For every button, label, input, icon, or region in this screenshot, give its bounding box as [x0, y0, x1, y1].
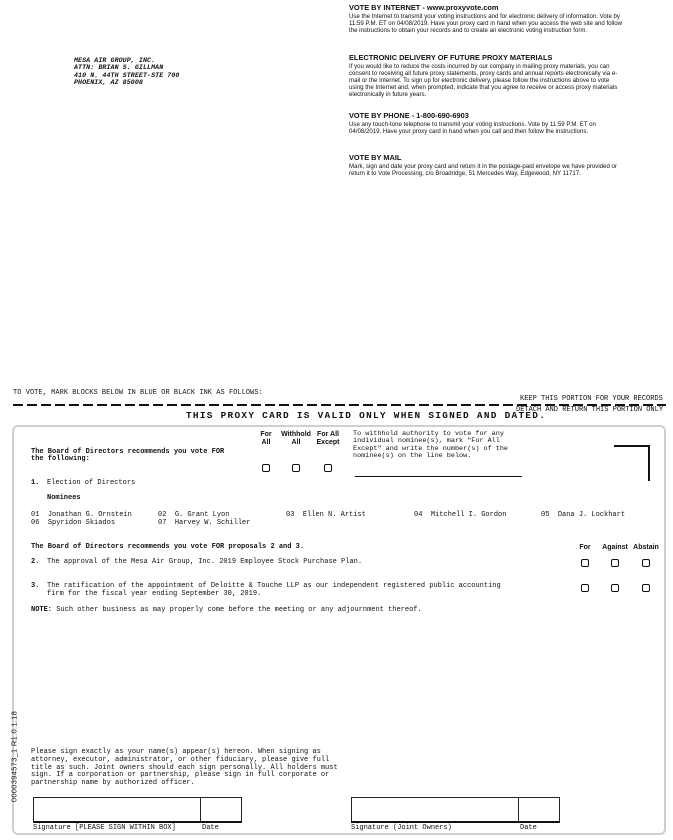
- item-3-number: 3.: [31, 582, 40, 590]
- vote-internet-title: VOTE BY INTERNET - www.proxyvote.com: [349, 3, 499, 12]
- vote-by-phone-section: [349, 111, 624, 135]
- vote-phone-body: Use any touch-tone telephone to transmit your voting instructions. Vote by 11:59 P.M. ET on 04/08/2019. Have your proxy card in hand when you call and then follow the instructions.: [349, 121, 596, 136]
- return-address: [74, 57, 179, 87]
- signature-box[interactable]: [33, 797, 201, 823]
- col-against-header: Against: [602, 544, 628, 551]
- document-control-code: 0000394573_1 R1.0.1.18: [9, 710, 19, 803]
- col-for-header: For: [579, 544, 591, 551]
- for-all-checkbox[interactable]: [262, 464, 270, 472]
- col-withhold-all-header: Withhold All: [281, 431, 311, 446]
- item-1-label: Election of Directors: [47, 479, 136, 487]
- col-abstain-header: Abstain: [633, 544, 659, 551]
- for-all-except-checkbox[interactable]: [324, 464, 332, 472]
- proxy-card: [9, 425, 666, 835]
- withhold-authority-instructions: To withhold authority to vote for any individual nominee(s), mark "For All Except" and write the number(s) of the nominee(s) on the line below.: [353, 430, 508, 461]
- registration-corner-mark: [614, 445, 650, 481]
- valid-when-signed-heading: THIS PROXY CARD IS VALID ONLY WHEN SIGNED AND DATED.: [186, 410, 547, 421]
- item-2-against-checkbox[interactable]: [611, 559, 619, 567]
- joint-signature-label: Signature (Joint Owners): [351, 824, 452, 832]
- item-3-for-checkbox[interactable]: [581, 584, 589, 592]
- item-1-number: 1.: [31, 479, 40, 487]
- item-2-number: 2.: [31, 558, 40, 566]
- date-label: Date: [202, 824, 219, 832]
- board-recommends-line-2: the following:: [31, 455, 90, 463]
- col-for-all-except-header: For All Except: [316, 431, 340, 446]
- vote-phone-title: VOTE BY PHONE - 1-800-690-6903: [349, 111, 469, 120]
- nominees-heading: Nominees: [47, 494, 81, 502]
- detach-portion-label: DETACH AND RETURN THIS PORTION ONLY: [516, 406, 664, 414]
- joint-signature-box[interactable]: [351, 797, 519, 823]
- joint-date-box[interactable]: [518, 797, 560, 823]
- nominee-05: 05 Dana J. Lockhart: [541, 511, 626, 519]
- electronic-delivery-section: [349, 53, 624, 98]
- nominee-02: 02 G. Grant Lyon: [158, 511, 230, 519]
- col-for-all-header: For All: [260, 431, 272, 446]
- vote-by-internet-section: [349, 3, 624, 34]
- address-line-3: 410 N. 44TH STREET-STE 700: [74, 71, 180, 79]
- item-2-text: The approval of the Mesa Air Group, Inc. 2019 Employee Stock Purchase Plan.: [47, 558, 363, 566]
- date-box[interactable]: [200, 797, 242, 823]
- item-2-abstain-checkbox[interactable]: [642, 559, 650, 567]
- item-3-against-checkbox[interactable]: [611, 584, 619, 592]
- address-line-1: MESA AIR GROUP, INC.: [74, 57, 156, 64]
- item-3-abstain-checkbox[interactable]: [642, 584, 650, 592]
- electronic-delivery-body: If you would like to reduce the costs incurred by our company in mailing proxy materials, you can consent to receiving all future proxy statements, proxy cards and annual reports electronically via e-mail or the Internet. To sign up for electronic delivery, please follow the instructions above to vote using the Internet and, when prompted, indicate that you agree to receive or access proxy materials electronically in future years.: [349, 63, 618, 99]
- electronic-delivery-title: ELECTRONIC DELIVERY OF FUTURE PROXY MATERIALS: [349, 53, 553, 62]
- nominee-06: 06 Spyridon Skiados: [31, 519, 116, 527]
- note-text: Such other business as may properly come before the meeting or any adjournment thereof.: [56, 606, 422, 614]
- address-line-2: ATTN: BRIAN S. GILLMAN: [74, 64, 164, 72]
- address-line-4: PHOENIX, AZ 85008: [74, 79, 143, 87]
- to-vote-instruction: TO VOTE, MARK BLOCKS BELOW IN BLUE OR BLACK INK AS FOLLOWS:: [13, 389, 263, 397]
- nominee-03: 03 Ellen N. Artist: [286, 511, 366, 519]
- vote-mail-title: VOTE BY MAIL: [349, 153, 402, 162]
- signing-instructions: Please sign exactly as your name(s) appear(s) hereon. When signing as attorney, executor, administrator, or other fiduciary, please give full title as such. Joint owners should each sign personally. All holders must sign. If a corporation or partnership, please sign in full corporate or partnership name by authorized officer.: [31, 748, 338, 788]
- board-recommends-proposals-2-3: The Board of Directors recommends you vote FOR proposals 2 and 3.: [31, 543, 305, 551]
- vote-mail-body: Mark, sign and date your proxy card and return it in the postage-paid envelope we have provided or return it to Vote Processing, c/o Broadridge, 51 Mercedes Way, Edgewood, NY 11717.: [349, 163, 617, 178]
- nominee-exception-write-line[interactable]: [355, 476, 522, 477]
- item-2-for-checkbox[interactable]: [581, 559, 589, 567]
- note: [31, 607, 422, 615]
- nominee-04: 04 Mitchell I. Gordon: [414, 511, 507, 519]
- nominee-01: 01 Jonathan G. Ornstein: [31, 511, 132, 519]
- nominee-07: 07 Harvey W. Schiller: [158, 519, 251, 527]
- keep-portion-label: KEEP THIS PORTION FOR YOUR RECORDS: [520, 395, 663, 403]
- signature-label: Signature [PLEASE SIGN WITHIN BOX]: [33, 824, 176, 832]
- joint-date-label: Date: [520, 824, 537, 832]
- withhold-all-checkbox[interactable]: [292, 464, 300, 472]
- vote-internet-body: Use the Internet to transmit your voting instructions and for electronic delivery of information. Vote by 11:59 P.M. ET on 04/08/2019. Have your proxy card in hand when you access the web site and follow the instructions to obtain your records and to create an electronic voting instruction form.: [349, 13, 623, 35]
- vote-by-mail-section: [349, 153, 624, 177]
- note-label: NOTE:: [31, 606, 53, 614]
- item-3-text: The ratification of the appointment of Deloitte & Touche LLP as our independent registered public accounting firm for the fiscal year ending September 30, 2019.: [47, 582, 501, 598]
- board-recommends-line-1: The Board of Directors recommends you vote FOR: [31, 448, 225, 456]
